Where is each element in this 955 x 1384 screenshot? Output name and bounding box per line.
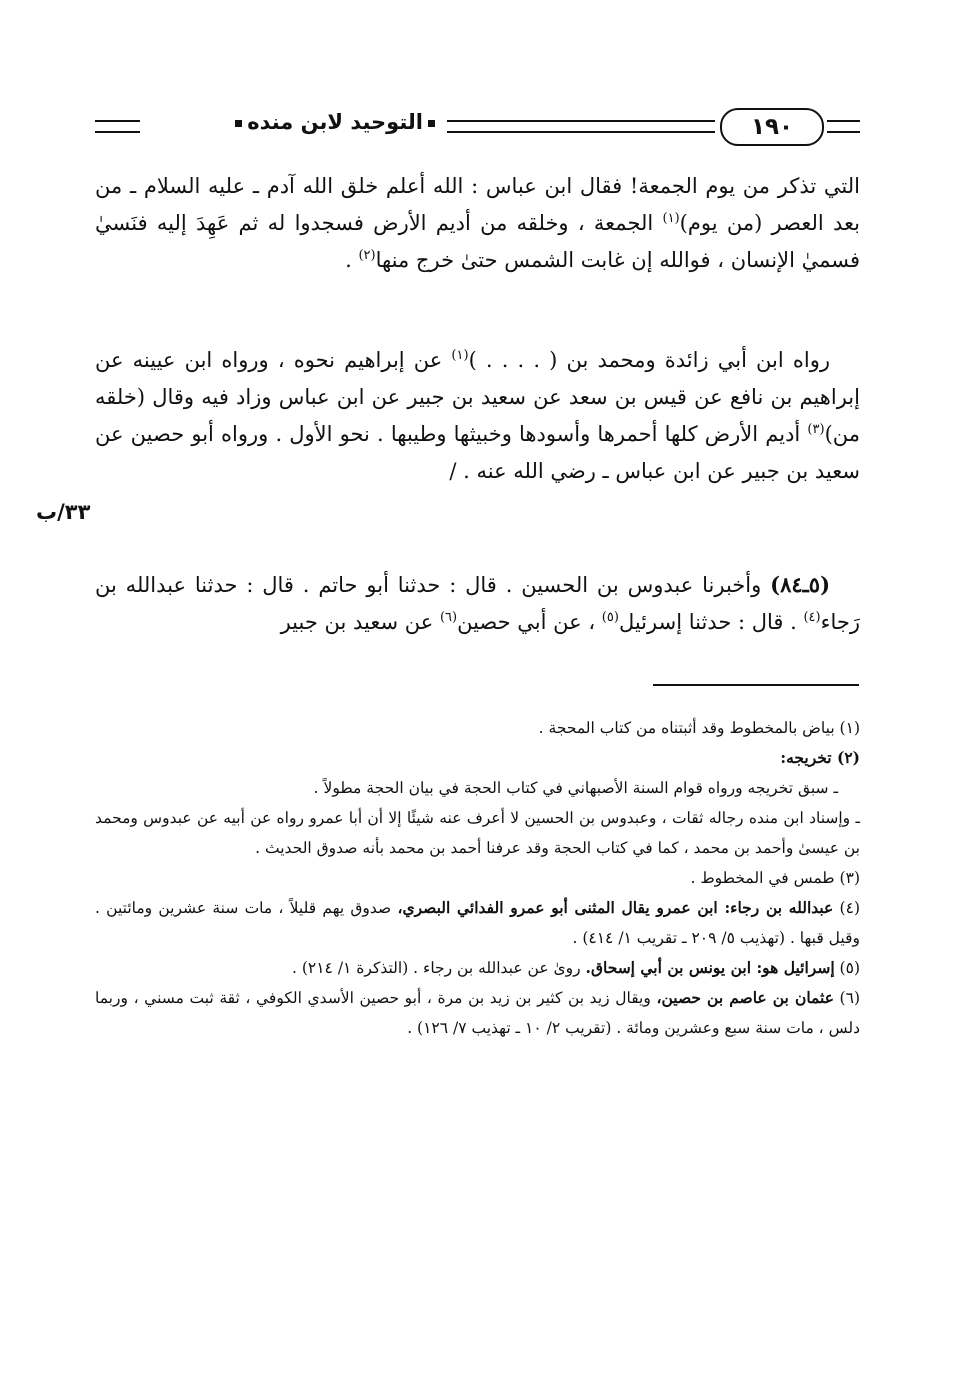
footnote-ref: (١) xyxy=(451,348,469,363)
footnote-ref: (٤) xyxy=(803,610,821,625)
footnote-ref: (٣) xyxy=(807,422,825,437)
square-ornament-icon xyxy=(235,120,242,127)
footnote-ref: (١) xyxy=(662,211,680,226)
footnote-4: (٤) عبدالله بن رجاء: ابن عمرو يقال المثنى أبو عمرو الفدائي البصري، صدوق يهم قليلاً ، مات سنة عشرين ومائتين . وقيل قبها . (تهذيب ٥/ ٢٠٩ ـ تقريب ١/ ٤١٤) . xyxy=(95,898,860,947)
footnote-ref: (٢) xyxy=(358,248,376,263)
footnote-3: (٣) طمس في المخطوط . xyxy=(690,869,860,887)
footnote-2-heading: (٢) تخريجه: xyxy=(780,748,860,767)
header-rule-left xyxy=(95,120,140,133)
footnote-1: (١) بياض بالمخطوط وقد أثبتناه من كتاب المحجة . xyxy=(538,719,860,737)
footnote-2-line-b: ـ وإسناد ابن منده رجاله ثقات ، وعبدوس بن الحسين لا أعرف عنه شيئًا إلا أن أبا عمرو رواه عن أبيه عن عبدوس ومحمد بن عيسىٰ وأحمد بن محمد ، كما في كتاب الحجة وقد عرفنا أحمد بن محمد بأنه صدوق الحديث . xyxy=(95,809,860,857)
hadith-number: (٥ـ٨٤) xyxy=(770,572,830,597)
book-title: التوحيد لابن منده xyxy=(245,110,440,134)
paragraph-1: التي تذكر من يوم الجمعة! فقال ابن عباس : الله أعلم خلق الله آدم ـ عليه السلام ـ من بعد العصر (من يوم)$^{(١)}$ الجمعة ، وخلقه من أديم الأرض فسجدوا له ثم عَهِدَ إليه فنَسيٰ فسميٰ الإنسان ، فوالله إن غابت الشمس حتىٰ خرج منها$^{(٢)}$ . xyxy=(95,174,860,272)
footnote-5: (٥) إسرائيل هو: ابن يونس بن أبي إسحاق. روىٰ عن عبدالله بن رجاء . (التذكرة ١/ ٢١٤) . xyxy=(292,958,860,977)
footnote-2-line-a: ـ سبق تخريجه ورواه قوام السنة الأصبهاني في كتاب الحجة في بيان الحجة مطولاً . xyxy=(313,779,838,797)
footnote-ref: (٦) xyxy=(439,610,458,625)
running-header xyxy=(95,108,860,148)
paragraph-3: (٥ـ٨٤) وأخبرنا عبدوس بن الحسين . قال : حدثنا أبو حاتم . قال : حدثنا عبدالله بن رَجاء$^{(٤)}$ . قال : حدثنا إسرئيل$^{(٥)}$ ، عن أبي حصين$^{(٦)}$ عن سعيد بن جبير xyxy=(95,572,860,634)
footnote-6: (٦) عثمان بن عاصم بن حصين، ويقال زيد بن كثير بن زيد بن مرة ، أبو حصين الأسدي الكوفي ، ثقة ثبت مسني ، وربما دلس ، مات سنة سبع وعشرين ومائة . (تقريب ٢/ ١٠ ـ تهذيب ٧/ ١٢٦) . xyxy=(95,988,860,1037)
paragraph-2: رواه ابن أبي زائدة ومحمد بن ( . . . . )$^{(١)}$ عن إبراهيم نحوه ، ورواه ابن عيينه عن إبراهيم بن نافع عن قيس بن سعد عن سعيد بن جبير عن ابن عباس وزاد فيه وقال (خلقه من)$^{(٣)}$ أديم الأرض كلها أحمرها وأسودها وخبيثها وطيبها . نحو الأول . ورواه أبو حصين عن سعيد بن جبير عن ابن عباس ـ رضي الله عنه . / xyxy=(95,348,860,483)
footnote-separator xyxy=(653,684,859,686)
manuscript-folio-marker: ٣٣/ب xyxy=(36,500,91,524)
header-rule-middle xyxy=(447,120,715,133)
square-ornament-icon xyxy=(428,120,435,127)
page-number: ١٩٠ xyxy=(720,108,824,146)
footnotes xyxy=(95,713,860,1043)
footnote-ref: (٥) xyxy=(601,610,619,625)
header-rule-right xyxy=(827,120,860,133)
